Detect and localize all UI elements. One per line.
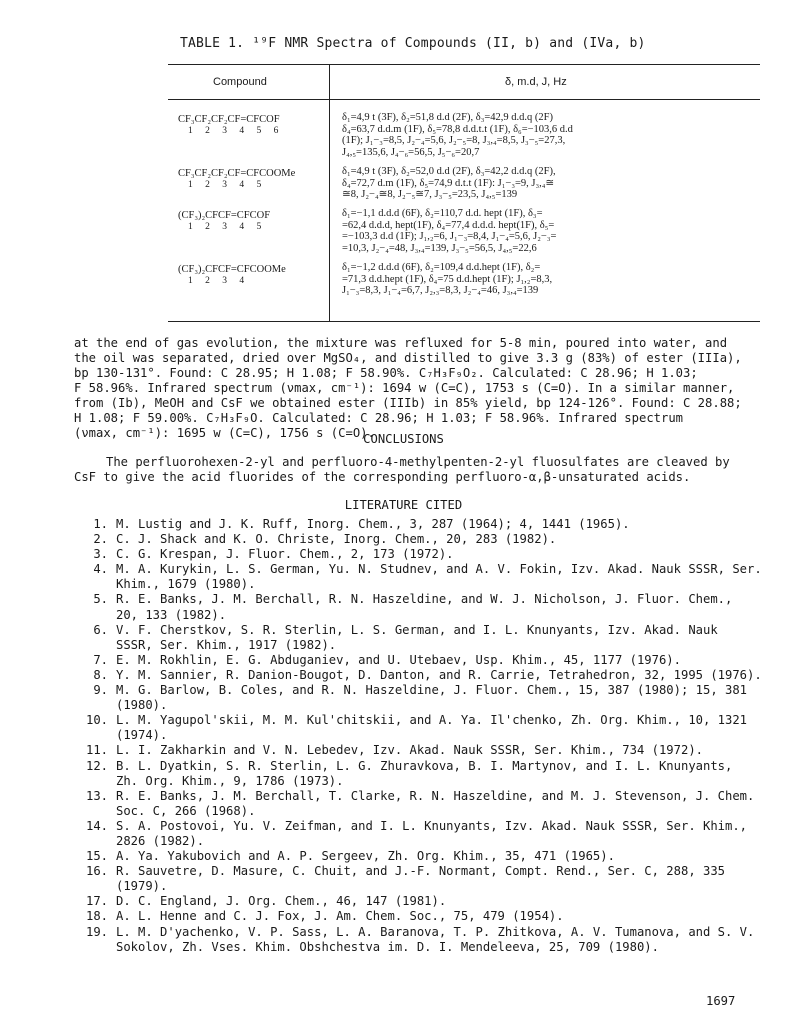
nmr-line: δ₁=−1,1 d.d.d (6F), δ₂=110,7 d.d. hept (1F), δ₃= bbox=[342, 208, 543, 219]
reference-item bbox=[40, 909, 780, 924]
reference-number: 5. bbox=[93, 592, 108, 607]
reference-text: (1979). bbox=[116, 879, 168, 894]
paragraph-line: CsF to give the acid fluorides of the corresponding perfluoro-α,β-unsaturated acids. bbox=[74, 470, 691, 484]
page-number: 1697 bbox=[706, 994, 736, 1008]
nmr-line: (1F); J₁−₃=8,5, J₂−₄=5,6, J₂−₅=8, J₃,₄=8,5, J₃−₅=27,3, bbox=[342, 135, 566, 146]
reference-number: 17. bbox=[85, 894, 108, 909]
reference-text: R. E. Banks, J. M. Berchall, T. Clarke, R. N. Haszeldine, and M. J. Stevenson, J. Chem. bbox=[116, 788, 755, 803]
reference-number: 8. bbox=[93, 667, 108, 682]
reference-text: Y. M. Sannier, R. Danion-Bougot, D. Danton, and R. Carrie, Tetrahedron, 32, 1995 (1976). bbox=[116, 667, 762, 682]
reference-item bbox=[40, 683, 780, 713]
reference-text: B. L. Dyatkin, S. R. Sterlin, L. G. Zhuravkova, B. I. Martynov, and I. L. Knunyants, bbox=[116, 758, 733, 773]
reference-number: 16. bbox=[85, 864, 108, 879]
nmr-line: =71,3 d.d.hept (1F), δ₄=75 d.d.hept (1F); J₁,₂=8,3, bbox=[342, 273, 553, 285]
reference-text: 20, 133 (1982). bbox=[116, 607, 227, 622]
reference-number: 15. bbox=[85, 849, 108, 864]
nmr-line: J₄,₅=135,6, J₄−₆=56,5, J₅−₆=20,7 bbox=[342, 146, 480, 158]
table-row-3-nmr bbox=[342, 208, 737, 254]
reference-number: 3. bbox=[93, 547, 108, 562]
reference-text: A. Ya. Yakubovich and A. P. Sergeev, Zh. Org. Khim., 35, 471 (1965). bbox=[116, 849, 615, 864]
reference-number: 18. bbox=[85, 909, 108, 924]
reference-number: 4. bbox=[93, 562, 108, 577]
reference-item bbox=[40, 819, 780, 849]
reference-text: C. J. Shack and K. O. Christe, Inorg. Chem., 20, 283 (1982). bbox=[116, 532, 557, 547]
compound-atom-numbers: 1 2 3 4 bbox=[188, 275, 245, 286]
table-row-4-compound bbox=[178, 264, 318, 287]
reference-item bbox=[40, 668, 780, 683]
reference-text: L. M. D'yachenko, V. P. Sass, L. A. Baranova, T. P. Zhitkova, A. V. Tumanova, and S. V. bbox=[116, 924, 755, 939]
reference-item bbox=[40, 789, 780, 819]
reference-text: Zh. Org. Khim., 9, 1786 (1973). bbox=[116, 773, 344, 788]
compound-formula: CF₃CF₂CF₂CF=CFCOOMe bbox=[178, 168, 296, 179]
reference-list bbox=[40, 517, 780, 955]
reference-text: Khim., 1679 (1980). bbox=[116, 577, 256, 592]
reference-text: M. Lustig and J. K. Ruff, Inorg. Chem., 3, 287 (1964); 4, 1441 (1965). bbox=[116, 517, 630, 531]
reference-number: 11. bbox=[85, 743, 108, 758]
table-top-rule bbox=[168, 64, 760, 65]
reference-text: E. M. Rokhlin, E. G. Abduganiev, and U. Utebaev, Usp. Khim., 45, 1177 (1976). bbox=[116, 652, 681, 667]
nmr-line: δ₄=72,7 d.m (1F), δ₅=74,9 d.t.t (1F): J₁−₃=9, J₃,₄≅ bbox=[342, 177, 555, 189]
reference-item bbox=[40, 713, 780, 743]
paragraph-line: H 1.08; F 59.00%. C₇H₃F₉O. Calculated: C 28.96; H 1.03; F 58.96%. Infrared spectrum bbox=[74, 411, 684, 425]
compound-formula: (CF₃)₂CFCF=CFCOOMe bbox=[178, 264, 286, 275]
table-row-1-nmr bbox=[342, 112, 737, 158]
reference-text: D. C. England, J. Org. Chem., 46, 147 (1981). bbox=[116, 894, 447, 909]
compound-atom-numbers: 1 2 3 4 5 bbox=[188, 179, 262, 190]
reference-text: L. I. Zakharkin and V. N. Lebedev, Izv. Akad. Nauk SSSR, Ser. Khim., 734 (1972). bbox=[116, 743, 703, 758]
table-title: TABLE 1. ¹⁹F NMR Spectra of Compounds (II, b) and (IVa, b) bbox=[180, 36, 646, 51]
reference-text: (1980). bbox=[116, 698, 168, 713]
reference-item bbox=[40, 653, 780, 668]
reference-text: A. L. Henne and C. J. Fox, J. Am. Chem. Soc., 75, 479 (1954). bbox=[116, 909, 564, 924]
body-paragraph bbox=[74, 336, 744, 441]
reference-number: 2. bbox=[93, 532, 108, 547]
nmr-line: δ₄=63,7 d.d.m (1F), δ₅=78,8 d.d.t.t (1F), δ₆=−103,6 d.d bbox=[342, 123, 573, 135]
reference-text: SSSR, Ser. Khim., 1917 (1982). bbox=[116, 637, 337, 652]
reference-number: 12. bbox=[85, 758, 108, 773]
reference-item bbox=[40, 592, 780, 622]
nmr-line: δ₁=4,9 t (3F), δ₂=52,0 d.d (2F), δ₃=42,2 d.d.q (2F), bbox=[342, 166, 556, 177]
paragraph-line: (νmax, cm⁻¹): 1695 w (C=C), 1756 s (C=O). bbox=[74, 426, 375, 440]
reference-item bbox=[40, 623, 780, 653]
table-row-3-compound bbox=[178, 210, 318, 233]
reference-text: C. G. Krespan, J. Fluor. Chem., 2, 173 (1972). bbox=[116, 547, 454, 562]
compound-formula: (CF₃)₂CFCF=CFCOF bbox=[178, 210, 271, 221]
nmr-line: =10,3, J₂−₄=48, J₃,₄=139, J₃−₅=56,5, J₄,₅=22,6 bbox=[342, 242, 537, 254]
paragraph-line: from (Ib), MeOH and CsF we obtained ester (IIIb) in 85% yield, bp 124-126°. Found: C 28.88; bbox=[74, 396, 742, 410]
table-row-1-compound bbox=[178, 114, 318, 137]
paragraph-line: at the end of gas evolution, the mixture was refluxed for 5-8 min, poured into water, and bbox=[74, 336, 728, 350]
reference-number: 6. bbox=[93, 622, 108, 637]
paragraph-line: F 58.96%. Infrared spectrum (νmax, cm⁻¹): 1694 w (C=C), 1753 s (C=O). In a similar manner, bbox=[74, 381, 735, 395]
reference-number: 13. bbox=[85, 788, 108, 803]
reference-item bbox=[40, 925, 780, 955]
reference-text: M. A. Kurykin, L. S. German, Yu. N. Studnev, and A. V. Fokin, Izv. Akad. Nauk SSSR, Ser. bbox=[116, 562, 762, 577]
table-header-rule bbox=[168, 99, 760, 100]
reference-item bbox=[40, 517, 780, 532]
nmr-line: ≅8, J₂−₄≅8, J₂−₅≅7, J₃−₅=23,5, J₄,₅=139 bbox=[342, 189, 518, 200]
compound-formula: CF₃CF₂CF₂CF=CFCOF bbox=[178, 114, 280, 125]
table-header-data: δ, m.d, J, Hz bbox=[505, 76, 567, 88]
table-row-4-nmr bbox=[342, 262, 737, 297]
reference-text: V. F. Cherstkov, S. R. Sterlin, L. S. German, and I. L. Knunyants, Izv. Akad. Nauk bbox=[116, 622, 718, 637]
reference-text: M. G. Barlow, B. Coles, and R. N. Haszeldine, J. Fluor. Chem., 15, 387 (1980); 15, 381 bbox=[116, 683, 748, 698]
table-bottom-rule bbox=[168, 321, 760, 322]
table-row-2-compound bbox=[178, 168, 318, 191]
reference-text: R. E. Banks, J. M. Berchall, R. N. Haszeldine, and W. J. Nicholson, J. Fluor. Chem., bbox=[116, 592, 733, 607]
reference-item bbox=[40, 562, 780, 592]
table-row-2-nmr bbox=[342, 166, 737, 201]
nmr-line: δ₁=−1,2 d.d.d (6F), δ₂=109,4 d.d.hept (1F), δ₂= bbox=[342, 262, 541, 273]
reference-text: L. M. Yagupol'skii, M. M. Kul'chitskii, and A. Ya. Il'chenko, Zh. Org. Khim., 10, 1321 bbox=[116, 713, 748, 728]
nmr-line: =62,4 d.d.d, hept(1F), δ₄=77,4 d.d.d. hept(1F), δ₅= bbox=[342, 219, 555, 231]
reference-number: 10. bbox=[85, 713, 108, 728]
reference-number: 19. bbox=[85, 924, 108, 939]
paragraph-line: The perfluorohexen-2-yl and perfluoro-4-methylpenten-2-yl fluosulfates are cleaved by bbox=[106, 455, 730, 469]
reference-text: Soc. C, 266 (1968). bbox=[116, 803, 256, 818]
nmr-line: =−103,3 d.d (1F); J₁,₂=6, J₁−₃=8,4, J₁−₄=5,6, J₂−₃= bbox=[342, 231, 557, 242]
reference-item bbox=[40, 532, 780, 547]
reference-number: 14. bbox=[85, 818, 108, 833]
reference-item bbox=[40, 894, 780, 909]
nmr-line: J₁−₃=8,3, J₁−₄=6,7, J₂,₃=8,3, J₂−₄=46, J₃,₄=139 bbox=[342, 285, 539, 296]
reference-item bbox=[40, 759, 780, 789]
reference-item bbox=[40, 864, 780, 894]
literature-heading: LITERATURE CITED bbox=[344, 498, 463, 512]
reference-text: 2826 (1982). bbox=[116, 833, 205, 848]
reference-number: 7. bbox=[93, 652, 108, 667]
reference-item bbox=[40, 547, 780, 562]
reference-item bbox=[40, 743, 780, 758]
reference-number: 9. bbox=[93, 683, 108, 698]
reference-text: S. A. Postovoi, Yu. V. Zeifman, and I. L. Knunyants, Izv. Akad. Nauk SSSR, Ser. Khim., bbox=[116, 818, 748, 833]
compound-atom-numbers: 1 2 3 4 5 6 bbox=[188, 125, 279, 136]
paragraph-line: bp 130-131°. Found: C 28.95; H 1.08; F 58.90%. C₇H₃F₉O₂. Calculated: C 28.96; H 1.03; bbox=[74, 366, 698, 380]
nmr-line: δ₁=4,9 t (3F), δ₂=51,8 d.d (2F), δ₃=42,9 d.d.q (2F) bbox=[342, 112, 554, 123]
conclusions-heading: CONCLUSIONS bbox=[363, 432, 444, 446]
paragraph-line: the oil was separated, dried over MgSO₄, and distilled to give 3.3 g (83%) of ester (IIIa), bbox=[74, 351, 742, 365]
table-header-compound: Compound bbox=[213, 76, 267, 88]
table-column-divider bbox=[329, 64, 330, 321]
compound-atom-numbers: 1 2 3 4 5 bbox=[188, 221, 262, 232]
reference-text: R. Sauvetre, D. Masure, C. Chuit, and J.-F. Normant, Compt. Rend., Ser. C, 288, 335 bbox=[116, 864, 726, 879]
conclusions-text bbox=[74, 455, 744, 485]
reference-item bbox=[40, 849, 780, 864]
reference-text: Sokolov, Zh. Vses. Khim. Obshchestva im. D. I. Mendeleeva, 25, 709 (1980). bbox=[116, 939, 659, 954]
reference-text: (1974). bbox=[116, 728, 168, 743]
reference-number: 1. bbox=[93, 517, 108, 531]
